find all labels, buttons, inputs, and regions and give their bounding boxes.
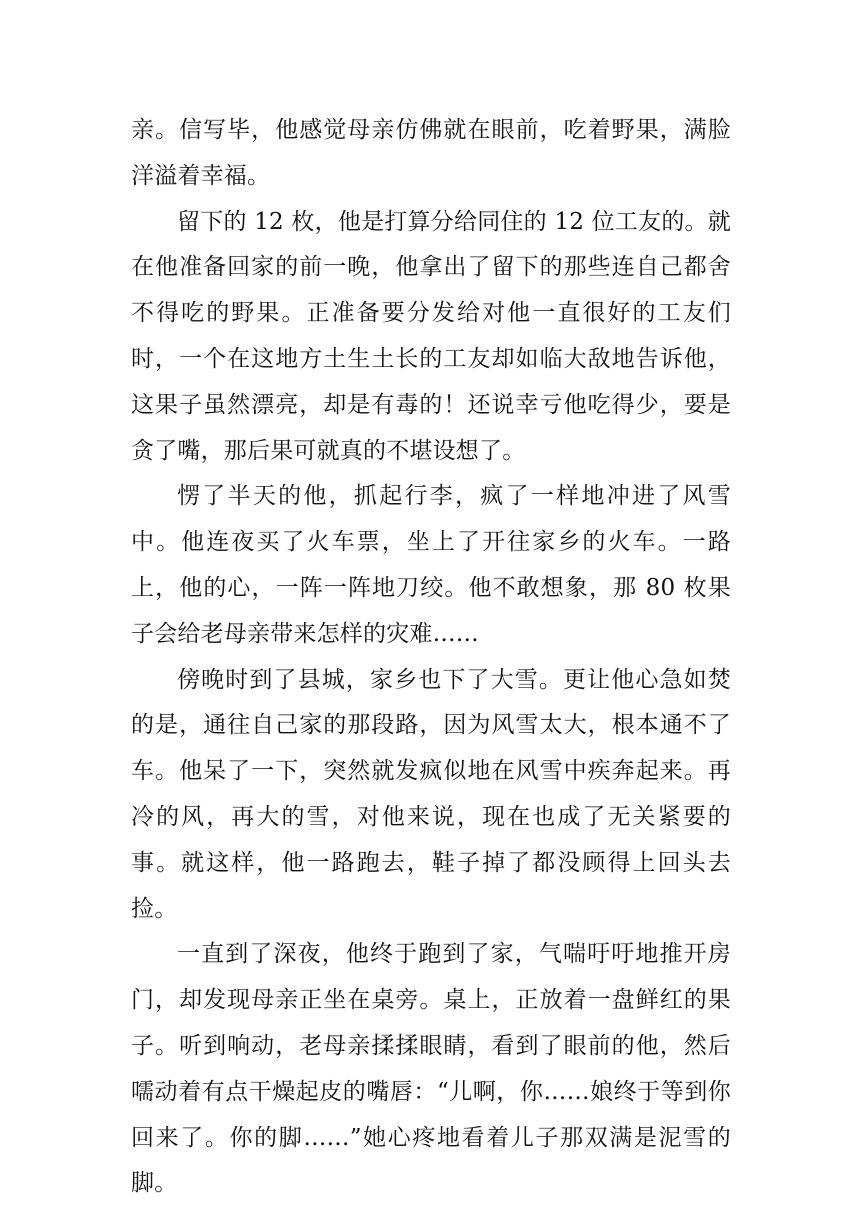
document-body bbox=[131, 108, 731, 1207]
paragraph: 愣了半天的他，抓起行李，疯了一样地冲进了风雪中。他连夜买了火车票，坐上了开往家乡的火车。一路上，他的心，一阵一阵地刀绞。他不敢想象，那 80 枚果子会给老母亲带来怎样的灾难…… bbox=[131, 483, 731, 647]
paragraph-continuation: 亲。信写毕，他感觉母亲仿佛就在眼前，吃着野果，满脸洋溢着幸福。 bbox=[131, 117, 731, 189]
paragraph: 傍晚时到了县城，家乡也下了大雪。更让他心急如焚的是，通往自己家的那段路，因为风雪太大，根本通不了车。他呆了一下，突然就发疯似地在风雪中疾奔起来。再冷的风，再大的雪，对他来说，现在也成了无关紧要的事。就这样，他一路跑去，鞋子掉了都没顾得上回头去捡。 bbox=[131, 666, 731, 922]
paragraph: 一直到了深夜，他终于跑到了家，气喘吁吁地推开房门，却发现母亲正坐在桌旁。桌上，正放着一盘鲜红的果子。听到响动，老母亲揉揉眼睛，看到了眼前的他，然后嚅动着有点干燥起皮的嘴唇：“儿啊，你……娘终于等到你回来了。你的脚……”她心疼地看着儿子那双满是泥雪的脚。 bbox=[131, 941, 731, 1197]
paragraph: 留下的 12 枚，他是打算分给同住的 12 位工友的。就在他准备回家的前一晚，他拿出了留下的那些连自己都舍不得吃的野果。正准备要分发给对他一直很好的工友们时，一个在这地方土生土长的工友却如临大敌地告诉他，这果子虽然漂亮，却是有毒的！还说幸亏他吃得少，要是贪了嘴，那后果可就真的不堪设想了。 bbox=[131, 208, 731, 464]
